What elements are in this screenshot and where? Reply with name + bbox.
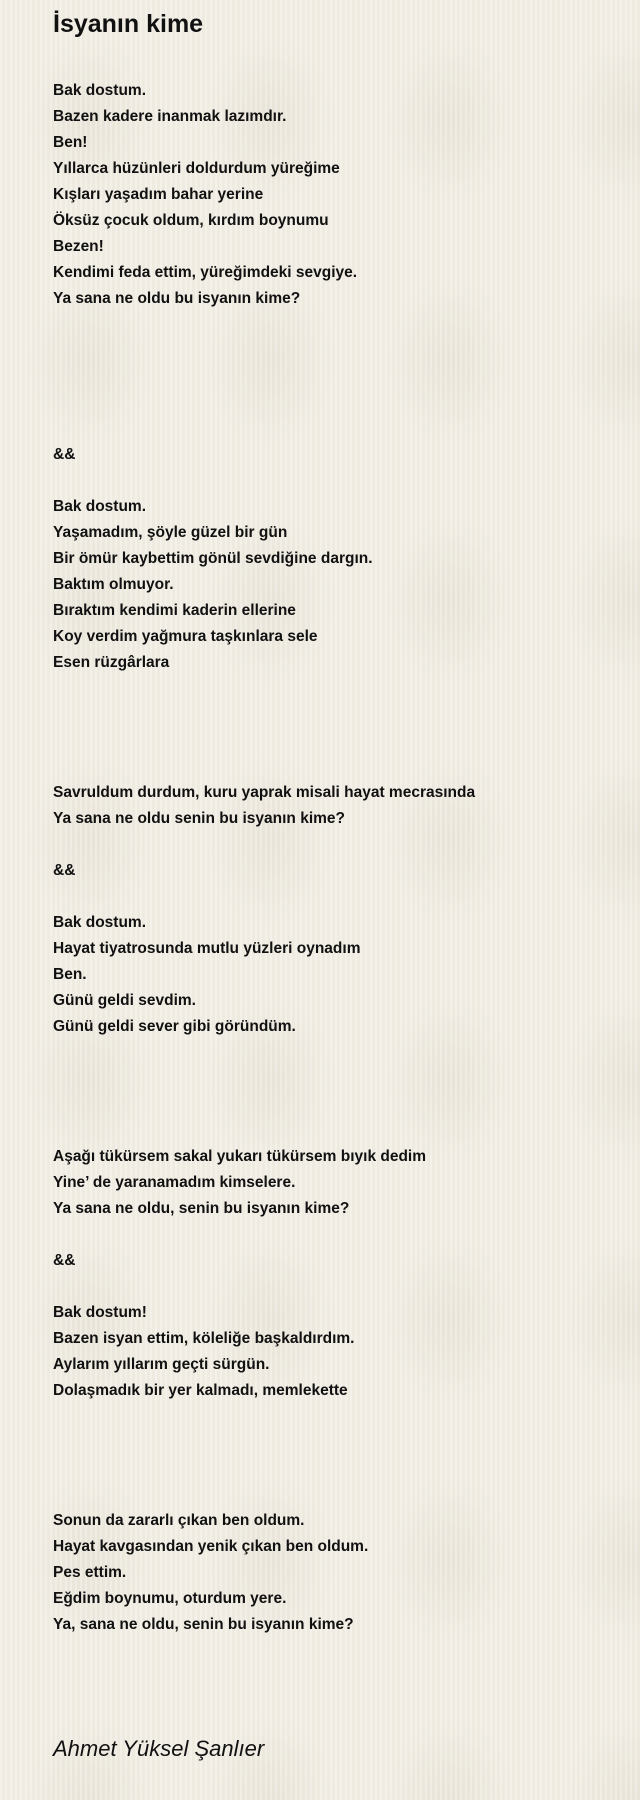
poem-line: Hayat tiyatrosunda mutlu yüzleri oynadım (53, 940, 361, 957)
poem-line: Savruldum durdum, kuru yaprak misali hayat mecrasında (53, 784, 476, 801)
poem-blank-line (53, 1274, 613, 1300)
poem-blank-line (53, 338, 613, 364)
poem-line: Eğdim boynumu, oturdum yere. (53, 1590, 287, 1607)
poem-blank-line (53, 832, 613, 858)
poem-blank-line (53, 364, 613, 390)
poem-line: Ya, sana ne oldu, senin bu isyanın kime? (53, 1616, 354, 1633)
poem-line: Bezen! (53, 238, 104, 255)
poem-line: Günü geldi sever gibi göründüm. (53, 1018, 296, 1035)
poem-line: Hayat kavgasından yenik çıkan ben oldum. (53, 1538, 369, 1555)
poem-blank-line (53, 754, 613, 780)
poem-line: Yıllarca hüzünleri doldurdum yüreğime (53, 160, 340, 177)
poem-blank-line (53, 1404, 613, 1430)
poem-line: Bazen kadere inanmak lazımdır. (53, 108, 287, 125)
poem-line: Bak dostum! (53, 1304, 147, 1321)
poem-line: Koy verdim yağmura taşkınlara sele (53, 628, 318, 645)
poem-blank-line (53, 1222, 613, 1248)
poem-line: Yine’ de yaranamadım kimselere. (53, 1174, 296, 1191)
poem-line: Esen rüzgârlara (53, 654, 170, 671)
poem-blank-line (53, 1456, 613, 1482)
poem-blank-line (53, 416, 613, 442)
poem-line: Bak dostum. (53, 914, 147, 931)
poem-line: Bıraktım kendimi kaderin ellerine (53, 602, 296, 619)
poem-blank-line (53, 1092, 613, 1118)
poem-line: && (53, 446, 76, 463)
poem-line: Dolaşmadık bir yer kalmadı, memlekette (53, 1382, 348, 1399)
poem-line: && (53, 862, 76, 879)
poem-line: Kışları yaşadım bahar yerine (53, 186, 264, 203)
poem-blank-line (53, 468, 613, 494)
poem-blank-line (53, 676, 613, 702)
poem-line: Sonun da zararlı çıkan ben oldum. (53, 1512, 305, 1529)
poem-blank-line (53, 728, 613, 754)
poem-line: Bir ömür kaybettim gönül sevdiğine dargın. (53, 550, 373, 567)
poem-line: Yaşamadım, şöyle güzel bir gün (53, 524, 288, 541)
poem-line: && (53, 1252, 76, 1269)
poem-line: Baktım olmuyor. (53, 576, 174, 593)
poem-line: Aşağı tükürsem sakal yukarı tükürsem bıyık dedim (53, 1148, 427, 1165)
poem-line: Ben. (53, 966, 87, 983)
poem-blank-line (53, 1482, 613, 1508)
poem-line: Ya sana ne oldu, senin bu isyanın kime? (53, 1200, 350, 1217)
poem-line: Aylarım yıllarım geçti sürgün. (53, 1356, 270, 1373)
poem-line: Günü geldi sevdim. (53, 992, 196, 1009)
poem-line: Ya sana ne oldu bu isyanın kime? (53, 290, 301, 307)
poem-body (53, 78, 613, 1638)
poem-line: Bak dostum. (53, 82, 147, 99)
poem-line: Ben! (53, 134, 88, 151)
poem-author: Ahmet Yüksel Şanlıer (53, 1736, 265, 1761)
poem-blank-line (53, 312, 613, 338)
poem-line: Ya sana ne oldu senin bu isyanın kime? (53, 810, 346, 827)
poem-blank-line (53, 702, 613, 728)
poem-blank-line (53, 1430, 613, 1456)
poem-blank-line (53, 1040, 613, 1066)
poem-title: İsyanın kime (53, 10, 204, 38)
poem-line: Bazen isyan ettim, köleliğe başkaldırdım. (53, 1330, 355, 1347)
poem-blank-line (53, 390, 613, 416)
poem-line: Kendimi feda ettim, yüreğimdeki sevgiye. (53, 264, 358, 281)
poem-line: Öksüz çocuk oldum, kırdım boynumu (53, 212, 329, 229)
poem-blank-line (53, 1066, 613, 1092)
poem-blank-line (53, 884, 613, 910)
poem-line: Pes ettim. (53, 1564, 127, 1581)
poem-line: Bak dostum. (53, 498, 147, 515)
poem-blank-line (53, 1118, 613, 1144)
